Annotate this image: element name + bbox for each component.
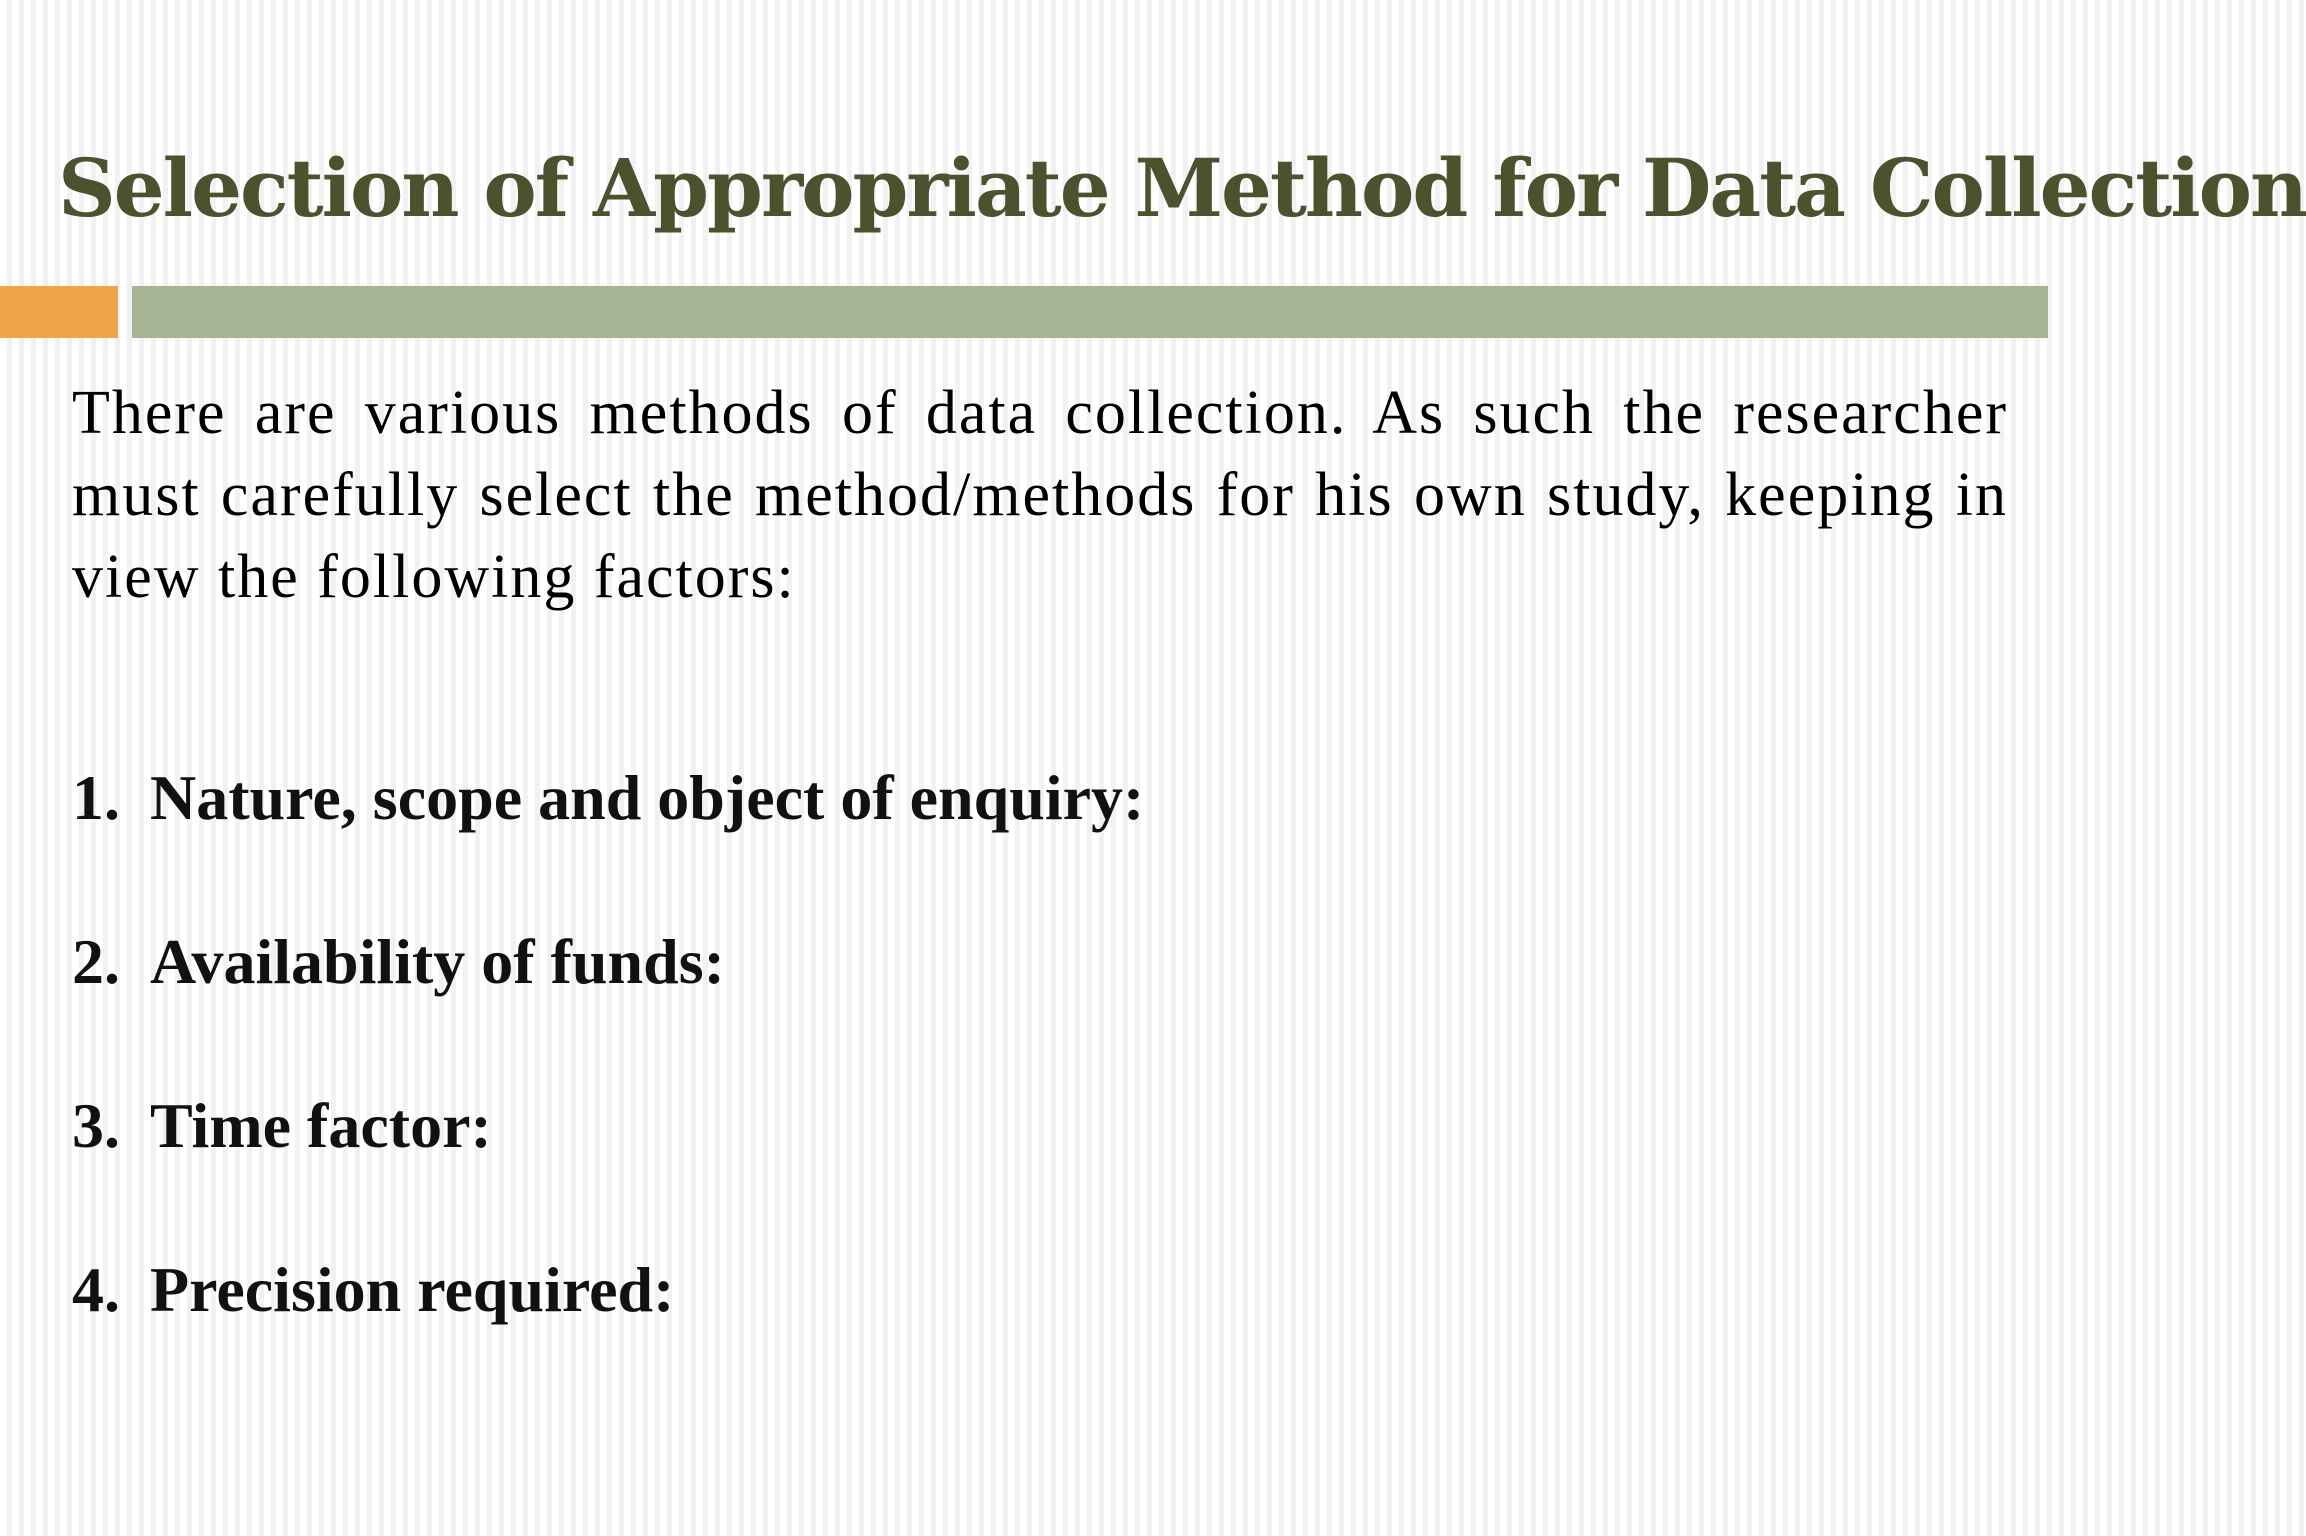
- factor-item: [72, 912, 1972, 1076]
- factor-number: 2.: [72, 926, 120, 997]
- intro-paragraph: There are various methods of data collection. As such the researcher must carefully select the method/methods for his own study, keeping in view the following factors:: [72, 379, 2008, 611]
- accent-bar-orange: [0, 286, 118, 338]
- factor-label: Nature, scope and object of enquiry:: [150, 762, 1145, 833]
- factor-number: 1.: [72, 762, 120, 833]
- accent-bar-green: [132, 286, 2048, 338]
- factor-item: [72, 1076, 1972, 1240]
- factor-item: [72, 1240, 1972, 1404]
- slide-title: Selection of Appropriate Method for Data Collection: [58, 141, 2306, 235]
- factor-number: 3.: [72, 1090, 120, 1161]
- factor-label: Precision required:: [150, 1254, 675, 1325]
- factor-label: Availability of funds:: [150, 926, 725, 997]
- factor-label: Time factor:: [150, 1090, 492, 1161]
- factor-item: [72, 748, 1972, 912]
- factor-number: 4.: [72, 1254, 120, 1325]
- factor-list: [72, 748, 1972, 1404]
